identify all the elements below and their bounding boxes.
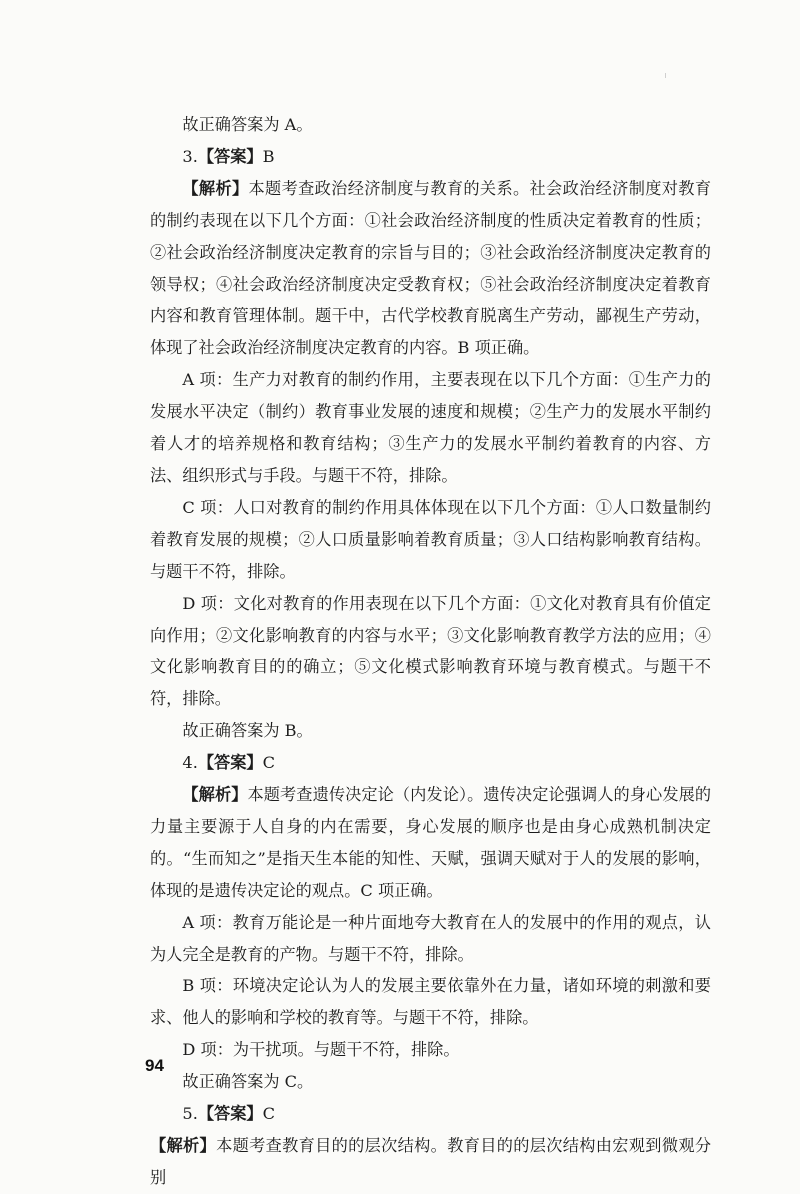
answer-heading-4: 4.【答案】C bbox=[182, 753, 275, 773]
option-b-paragraph-4: B 项：环境决定论认为人的发展主要依靠外在力量，诸如环境的刺激和要求、他人的影响和学校的教育等。与题干不符，排除。 bbox=[150, 976, 711, 1028]
option-a-paragraph-3: A 项：生产力对教育的制约作用，主要表现在以下几个方面：①生产力的发展水平决定（制约）教育事业发展的速度和规模；②生产力的发展水平制约着人才的培养规格和教育结构；③生产力的发展水平制约着教育的内容、方法、组织形式与手段。与题干不符，排除。 bbox=[150, 370, 711, 485]
page-content bbox=[150, 109, 711, 1194]
option-d-paragraph-4: D 项：为干扰项。与题干不符，排除。 bbox=[182, 1040, 460, 1060]
answer-heading-5: 5.【答案】C bbox=[182, 1104, 275, 1124]
option-d-paragraph-3: D 项：文化对教育的作用表现在以下几个方面：①文化对教育具有价值定向作用；②文化影响教育的内容与水平；③文化影响教育教学方法的应用；④文化影响教育目的的确立；⑤文化模式影响教育环境与教育模式。与题干不符，排除。 bbox=[150, 593, 711, 709]
option-c-paragraph-3: C 项：人口对教育的制约作用具体体现在以下几个方面：①人口数量制约着教育发展的规模；②人口质量影响着教育质量；③人口结构影响教育结构。与题干不符，排除。 bbox=[150, 497, 711, 581]
analysis-paragraph-4: 【解析】本题考查遗传决定论（内发论）。遗传决定论强调人的身心发展的力量主要源于人自身的内在需要，身心发展的顺序也是由身心成熟机制决定的。“生而知之”是指天生本能的知性、天赋，强调天赋对于人的发展的影响，体现的是遗传决定论的观点。C 项正确。 bbox=[150, 785, 712, 900]
page-number: 94 bbox=[145, 1056, 164, 1075]
conclusion-paragraph-4: 故正确答案为 C。 bbox=[182, 1072, 314, 1092]
paragraph: 故正确答案为 A。 bbox=[182, 115, 313, 134]
conclusion-paragraph-3: 故正确答案为 B。 bbox=[182, 721, 313, 741]
scan-mark bbox=[665, 73, 666, 78]
analysis-paragraph-5: 【解析】本题考查教育目的的层次结构。教育目的的层次结构由宏观到微观分别 bbox=[150, 1136, 712, 1187]
analysis-paragraph-3: 【解析】本题考查政治经济制度与教育的关系。社会政治经济制度对教育的制约表现在以下几个方面：①社会政治经济制度的性质决定着教育的性质；②社会政治经济制度决定教育的宗旨与目的；③社会政治经济制度决定教育的领导权；④社会政治经济制度决定受教育权；⑤社会政治经济制度决定着教育内容和教育管理体制。题干中，古代学校教育脱离生产劳动，鄙视生产劳动，体现了社会政治经济制度决定教育的内容。B 项正确。 bbox=[150, 178, 712, 358]
answer-heading-3: 3.【答案】B bbox=[182, 146, 275, 166]
option-a-paragraph-4: A 项：教育万能论是一种片面地夸大教育在人的发展中的作用的观点，认为人完全是教育的产物。与题干不符，排除。 bbox=[150, 912, 711, 964]
